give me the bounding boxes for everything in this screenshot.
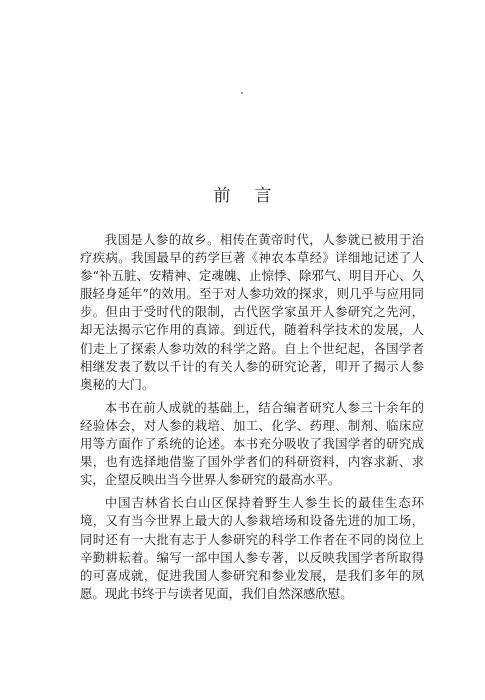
print-speck	[241, 92, 243, 94]
preface-body	[80, 231, 424, 608]
page-title: 前言	[213, 186, 296, 206]
preface-paragraph-3: 中国吉林省长白山区保持着野生人参生长的最佳生态环境，又有当今世界上最大的人参栽培场和设备先进的加工场，同时还有一大批有志于人参研究的科学工作者在不同的岗位上辛勤耕耘着。编写一部中国人参专著，以反映我国学者所取得的可喜成就，促进我国人参研究和参业发展，是我们多年的夙愿。现此书终于与读者见面，我们自然深感欣慰。	[80, 495, 424, 601]
preface-paragraph-2: 本书在前人成就的基础上，结合编者研究人参三十余年的经验体会，对人参的栽培、加工、化学、药理、制剂、临床应用等方面作了系统的论述。本书充分吸收了我国学者的研究成果，也有选择地借鉴了国外学者们的科研资料，内容求新、求实，企望反映出当今世界人参研究的最高水平。	[80, 399, 424, 488]
preface-paragraph-1: 我国是人参的故乡。相传在黄帝时代，人参就已被用于治疗疾病。我国最早的药学巨著《神农本草经》详细地记述了人参“补五脏、安精神、定魂魄、止惊悸、除邪气、明目开心、久服轻身延年”的效用。至于对人参功效的探求，则几乎与应用同步。但由于受时代的限制，古代医学家虽开人参研究之先河，却无法揭示它作用的真谛。到近代，随着科学技术的发展，人们走上了探索人参功效的科学之路。自上个世纪起，各国学者相继发表了数以千计的有关人参的研究论著，叩开了揭示人参奥秘的大门。	[80, 232, 424, 392]
